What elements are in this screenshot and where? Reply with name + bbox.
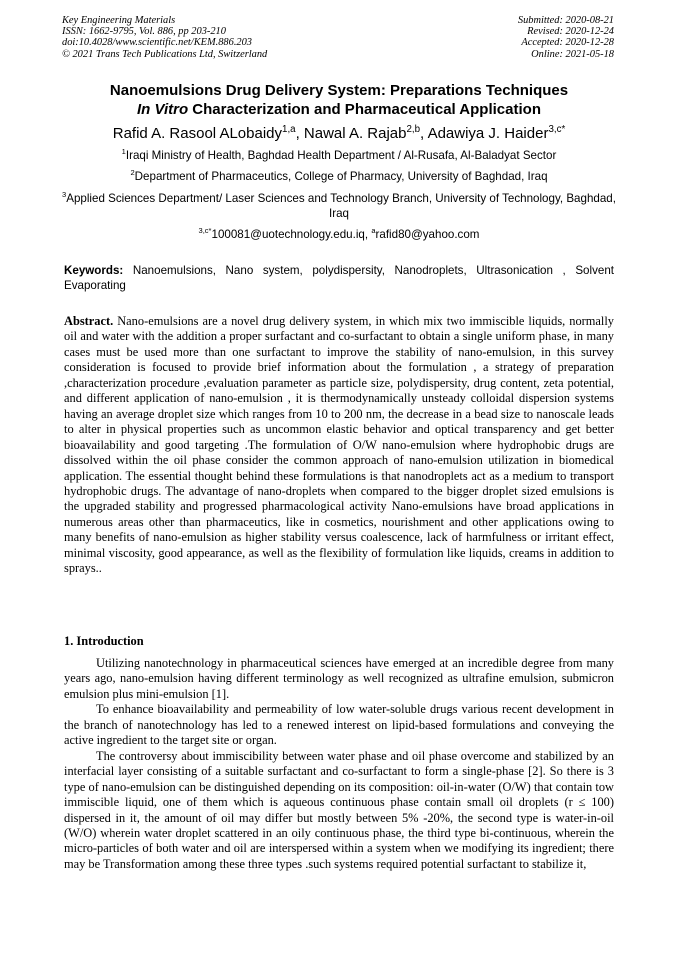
- introduction-section: [64, 656, 614, 872]
- affiliation-text: Applied Sciences Department/ Laser Sciences and Technology Branch, University of Technology, Baghdad, Iraq: [66, 192, 616, 220]
- affiliation-mark: 1: [121, 147, 126, 157]
- online-date: Online: 2021-05-18: [531, 48, 614, 60]
- affiliation-1: [50, 149, 628, 164]
- title-rest: Characterization and Pharmaceutical Application: [188, 101, 541, 118]
- title-line-1: Nanoemulsions Drug Delivery System: Preparations Techniques: [109, 82, 569, 99]
- email-mark: 3,c*: [198, 226, 212, 236]
- accepted-date: Accepted: 2020-12-28: [521, 37, 614, 49]
- abstract-text: Nano-emulsions are a novel drug delivery system, in which mix two immiscible liquids, normally oil and water with the addition a proper surfactant and co-surfactant to obtain a single uniform phase, in many cases must be used more than one surfactant to improve the stability of nano-emulsion, in this survey consideration is focused to provide brief information about the formulation , a strategy of preparation ,characterization procedure ,evaluation parameter as particle size, polydispersity, drug content, zeta potential, and different application of nano-emulsion , it is thermodynamically unsteady colloidal dispersion systems having an average droplet size which ranges from 10 to 200 nm, the decrease in a bead size to nanoscale leads to alter in physical properties such as uncommon elastic behavior and optical transparency and get better bioavailability and good targeting .The formulation of O/W nano-emulsion where hydrophobic drugs are dissolved within the oil phase consider the common approach of nano-emulsion utilization in biomedical application. The essential thought behind these formulations is that nanodroplets act as a medium to transport hydrophobic drugs. The advantage of nano-droplets when compared to the bigger droplet sized emulsions is the upgraded stability and progressed pharmacological activity Nano-emulsions have broad applications in numerous areas other than pharmaceutics, like in cosmetics, nourishment and other applications owing to many benefits of nano-emulsion as higher stability versus coalescence, lack of harmfulness or irritant effect, minimal viscosity, good appearance, as well as the flexibility of formulation like liquids, creams in addition to sprays..: [64, 314, 614, 576]
- contact-emails: [50, 228, 628, 243]
- section-heading-introduction: 1. Introduction: [64, 634, 144, 648]
- keywords-label: Keywords:: [64, 264, 124, 277]
- author-list: [30, 124, 648, 143]
- copyright-info: © 2021 Trans Tech Publications Ltd, Switzerland: [62, 48, 268, 60]
- author-affiliation-mark: 1,a: [282, 124, 296, 135]
- affiliation-2: [50, 170, 628, 185]
- author: Adawiya J. Haider: [427, 125, 549, 142]
- email-link[interactable]: 100081@uotechnology.edu.iq,: [211, 228, 372, 241]
- revised-date: Revised: 2020-12-24: [527, 26, 614, 38]
- author: Nawal A. Rajab: [303, 125, 407, 142]
- author: Rafid A. Rasool ALobaidy: [112, 125, 283, 142]
- issn-info: ISSN: 1662-9795, Vol. 886, pp 203-210: [62, 26, 226, 38]
- email-mark: a: [371, 226, 376, 236]
- journal-header: [62, 15, 267, 60]
- author-separator: ,: [295, 125, 304, 142]
- paragraph: To enhance bioavailability and permeability of low water-soluble drugs various recent development in the branch of nanotechnology has led to a renewed interest on lipid-based formulations and conveying the active ingredient to the target site or organ.: [64, 702, 614, 748]
- title-italic-part: In Vitro: [137, 101, 189, 118]
- abstract-section: [64, 314, 614, 577]
- affiliation-text: Iraqi Ministry of Health, Baghdad Health Department / Al-Rusafa, Al-Baladyat Sector: [125, 149, 557, 162]
- doi-info: doi:10.4028/www.scientific.net/KEM.886.203: [62, 37, 252, 49]
- abstract-label: Abstract.: [64, 314, 114, 328]
- paragraph: The controversy about immiscibility between water phase and oil phase overcome and stabilized by an interfacial layer consisting of a suitable surfactant and co-surfactant to form a single-phase [2]. So there is 3 type of nano-emulsion can be distinguished depending on its composition: oil-in-water (O/W) that contain tow immiscible liquid, one of them which is aqueous continuous phase contain small oil droplets (r ≤ 100) dispersed in it, the amount of oil may differ but mostly between 5% -20%, the second type is water-in-oil (W/O) wherein water droplet scattered in an oily continuous phase, the third type bi-continuous, wherein the micro-particles of both water and oil are interspersed within a system when we modifying its ingredient; there may be Transformation among these three types .such systems required potential surfactant to stabilize it,: [64, 748, 614, 871]
- email-link[interactable]: rafid80@yahoo.com: [375, 228, 480, 241]
- submitted-date: Submitted: 2020-08-21: [517, 15, 614, 26]
- paper-title: [40, 81, 638, 119]
- affiliation-3: [58, 192, 620, 221]
- affiliation-mark: 3: [62, 190, 67, 200]
- keywords-text: Nanoemulsions, Nano system, polydispersity, Nanodroplets, Ultrasonication , Solvent Evaporating: [64, 264, 614, 292]
- dates-header: [518, 15, 614, 60]
- journal-name: Key Engineering Materials: [62, 15, 176, 26]
- affiliation-mark: 2: [130, 168, 135, 178]
- paragraph: Utilizing nanotechnology in pharmaceutical sciences have emerged at an incredible degree from many years ago, nano-emulsion having different terminology as well recognized as ultrafine emulsion, submicron emulsion plus mini-emulsion [1].: [64, 656, 614, 701]
- author-separator: ,: [420, 125, 428, 142]
- title-line-2: [40, 100, 638, 119]
- author-affiliation-mark: 2,b: [406, 124, 421, 135]
- keywords-section: [64, 263, 614, 293]
- author-affiliation-mark: 3,c*: [548, 124, 566, 135]
- affiliation-text: Department of Pharmaceutics, College of Pharmacy, University of Baghdad, Iraq: [134, 170, 548, 183]
